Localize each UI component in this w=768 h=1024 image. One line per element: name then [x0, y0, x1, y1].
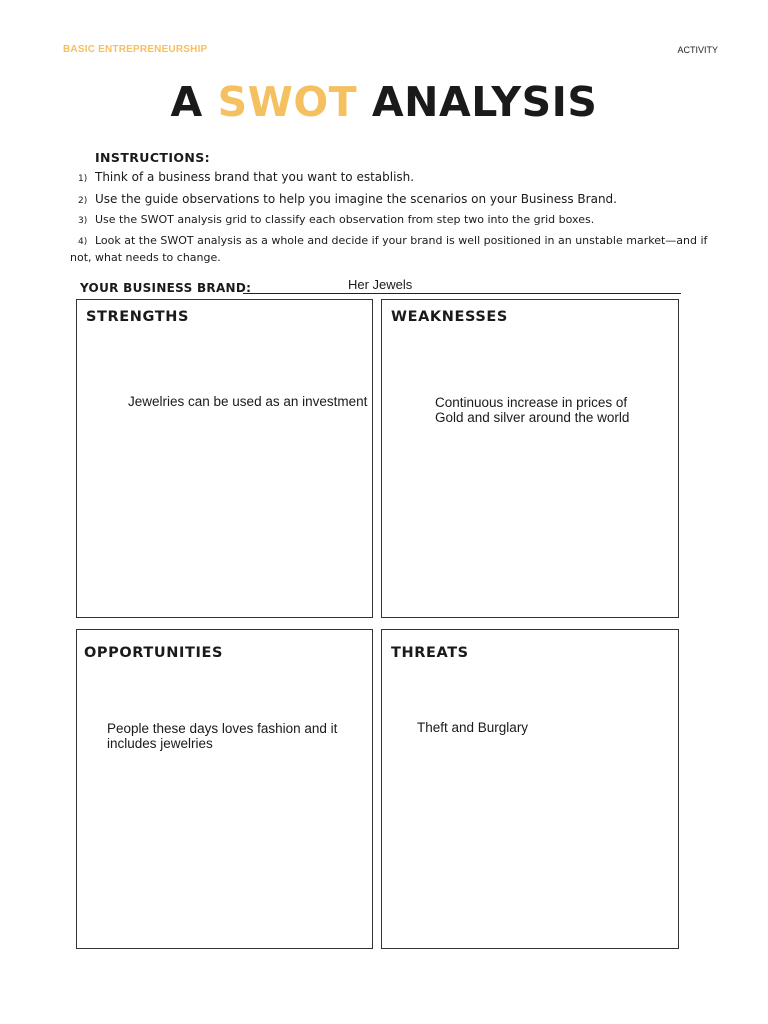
brand-field[interactable]: Her Jewels	[348, 277, 413, 292]
instruction-step-1	[78, 170, 414, 184]
title-suffix: ANALYSIS	[371, 78, 598, 126]
opportunities-title: OPPORTUNITIES	[84, 645, 224, 661]
instructions-heading: INSTRUCTIONS:	[95, 150, 211, 165]
page-title	[0, 78, 768, 126]
title-prefix: A	[170, 78, 203, 126]
step-text: Think of a business brand that you want to establish.	[95, 170, 415, 184]
step-number: 4)	[78, 237, 88, 247]
step-text: Use the guide observations to help you imagine the scenarios on your Business Brand.	[95, 192, 617, 206]
weaknesses-box[interactable]	[381, 299, 679, 618]
opportunities-box[interactable]	[76, 629, 373, 949]
activity-label: ACTIVITY	[677, 45, 718, 55]
instruction-step-2	[78, 192, 617, 206]
instruction-step-3	[78, 213, 594, 226]
threats-title: THREATS	[391, 645, 469, 661]
threats-box[interactable]	[381, 629, 679, 949]
step-text: Look at the SWOT analysis as a whole and decide if your brand is well positioned in an unstable market—and if not, what needs to change.	[70, 234, 708, 264]
brand-label: YOUR BUSINESS BRAND:	[80, 281, 252, 295]
step-number: 1)	[78, 174, 88, 184]
strengths-title: STRENGTHS	[86, 309, 190, 325]
brand-underline	[243, 293, 681, 294]
strengths-box[interactable]	[76, 299, 373, 618]
title-accent: SWOT	[217, 78, 358, 126]
threats-entry: Theft and Burglary	[417, 720, 529, 735]
subject-header: BASIC ENTREPRENEURSHIP	[63, 44, 208, 55]
step-text: Use the SWOT analysis grid to classify each observation from step two into the grid boxes.	[95, 213, 595, 226]
weaknesses-title: WEAKNESSES	[391, 309, 508, 325]
step-number: 2)	[78, 196, 88, 206]
step-number: 3)	[78, 216, 88, 226]
instruction-step-4	[70, 233, 720, 266]
opportunities-entry: People these days loves fashion and it includes jewelries	[107, 721, 338, 751]
weaknesses-entry: Continuous increase in prices of Gold and silver around the world	[435, 395, 630, 425]
strengths-entry: Jewelries can be used as an investment	[128, 394, 368, 409]
